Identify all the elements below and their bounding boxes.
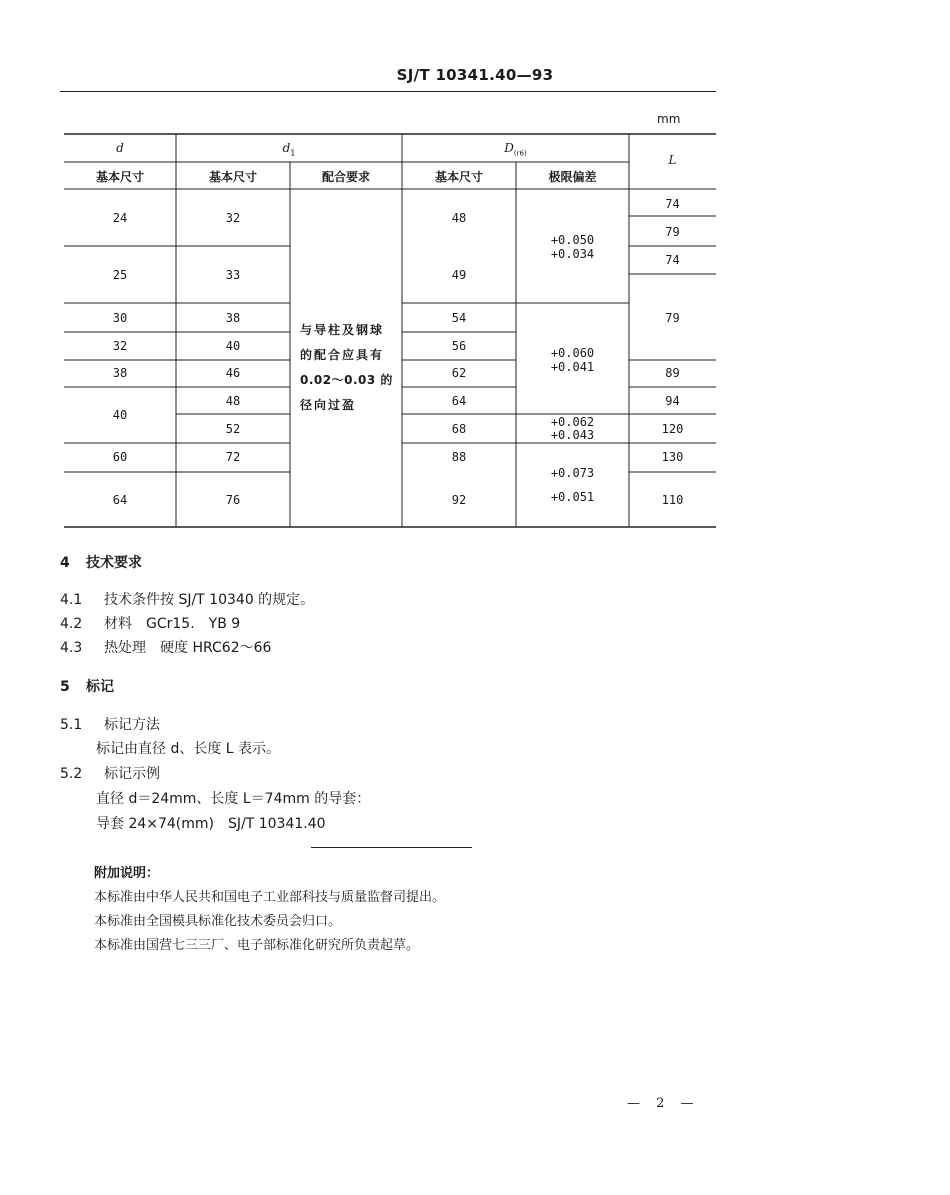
d1-value: 33 bbox=[225, 268, 241, 282]
deviation-lower: +0.043 bbox=[550, 428, 595, 442]
notes-line: 本标准由中华人民共和国电子工业部科技与质量监督司提出。 bbox=[94, 890, 446, 905]
clause-5-2-line1: 直径 d＝24mm、长度 L＝74mm 的导套： bbox=[96, 791, 371, 807]
clause-number: 4.2 bbox=[60, 616, 83, 632]
page-number: — 2 — bbox=[627, 1096, 700, 1111]
col-header-L: L bbox=[668, 153, 677, 167]
d-value: 25 bbox=[112, 268, 128, 282]
section-title: 技术要求 bbox=[86, 555, 142, 571]
section-number: 4 bbox=[60, 555, 70, 571]
notes-line: 本标准由全国模具标准化技术委员会归口。 bbox=[94, 914, 342, 929]
d1-value: 52 bbox=[225, 422, 241, 436]
d-value: 30 bbox=[112, 311, 128, 325]
D-value: 64 bbox=[451, 394, 467, 408]
d1-value: 48 bbox=[225, 394, 241, 408]
subheader-D-deviation: 极限偏差 bbox=[548, 170, 597, 184]
L-value: 79 bbox=[665, 311, 680, 325]
d1-value: 32 bbox=[225, 211, 241, 225]
L-value: 79 bbox=[665, 225, 680, 239]
col-header-D-subscript: (r6) bbox=[513, 149, 527, 158]
fit-note-line: 与导柱及钢球 bbox=[300, 323, 385, 337]
notes-title: 附加说明： bbox=[94, 866, 160, 881]
clause-4-1 bbox=[60, 589, 314, 609]
col-header-d1-subscript: 1 bbox=[290, 148, 296, 158]
d1-value: 72 bbox=[225, 450, 241, 464]
fit-note-line: 0.02～0.03 的 bbox=[300, 373, 393, 387]
clause-4-3 bbox=[60, 637, 271, 657]
L-value: 110 bbox=[661, 493, 684, 507]
subheader-D-basic: 基本尺寸 bbox=[434, 170, 483, 184]
clause-number: 5.2 bbox=[60, 766, 83, 782]
d-value: 64 bbox=[112, 493, 128, 507]
L-value: 130 bbox=[661, 450, 684, 464]
d-value: 32 bbox=[112, 339, 128, 353]
D-value: 68 bbox=[451, 422, 467, 436]
D-value: 92 bbox=[451, 493, 467, 507]
deviation-lower: +0.041 bbox=[550, 360, 595, 374]
D-value: 88 bbox=[451, 450, 467, 464]
d-value: 40 bbox=[112, 408, 128, 422]
col-header-D-symbol: D bbox=[504, 141, 514, 155]
section-5-heading bbox=[60, 676, 114, 696]
clause-text: 材料 GCr15. YB 9 bbox=[104, 616, 241, 632]
L-value: 74 bbox=[665, 253, 680, 267]
clause-number: 5.1 bbox=[60, 717, 83, 733]
deviation-lower: +0.034 bbox=[550, 247, 595, 261]
clause-5-2-line2: 导套 24×74(mm) SJ/T 10341.40 bbox=[96, 816, 326, 832]
section-title: 标记 bbox=[86, 679, 114, 695]
d-value: 60 bbox=[112, 450, 128, 464]
fit-requirement-note bbox=[300, 318, 404, 418]
clause-5-1 bbox=[60, 714, 160, 734]
section-4-heading bbox=[60, 552, 142, 572]
clause-text: 热处理 硬度 HRC62～66 bbox=[104, 640, 272, 656]
section-number: 5 bbox=[60, 679, 70, 695]
clause-text: 技术条件按 SJ/T 10340 的规定。 bbox=[104, 592, 315, 608]
col-header-D bbox=[402, 141, 629, 157]
notes-line: 本标准由国营七三三厂、电子部标准化研究所负责起草。 bbox=[94, 938, 420, 953]
D-value: 48 bbox=[451, 211, 467, 225]
L-value: 74 bbox=[665, 197, 680, 211]
clause-5-1-text: 标记由直径 d、长度 L 表示。 bbox=[96, 741, 281, 757]
D-value: 49 bbox=[451, 268, 467, 282]
D-value: 62 bbox=[451, 366, 467, 380]
subheader-d-basic: 基本尺寸 bbox=[95, 170, 144, 184]
L-value: 94 bbox=[665, 394, 680, 408]
d1-value: 46 bbox=[225, 366, 241, 380]
document-code: SJ/T 10341.40—93 bbox=[396, 66, 554, 84]
deviation-lower: +0.051 bbox=[550, 490, 595, 504]
clause-title: 标记示例 bbox=[104, 766, 160, 782]
fit-note-line: 径向过盈 bbox=[300, 398, 357, 412]
deviation-upper: +0.073 bbox=[550, 466, 595, 480]
clause-5-2 bbox=[60, 763, 160, 783]
d-value: 38 bbox=[112, 366, 128, 380]
clause-title: 标记方法 bbox=[104, 717, 160, 733]
col-header-d: d bbox=[116, 141, 124, 155]
L-value: 120 bbox=[661, 422, 684, 436]
L-value: 89 bbox=[665, 366, 680, 380]
D-value: 56 bbox=[451, 339, 467, 353]
subheader-d1-basic: 基本尺寸 bbox=[208, 170, 257, 184]
clause-number: 4.3 bbox=[60, 640, 83, 656]
clause-4-2 bbox=[60, 613, 240, 633]
clause-number: 4.1 bbox=[60, 592, 83, 608]
col-header-d1-symbol: d bbox=[282, 141, 291, 155]
d1-value: 38 bbox=[225, 311, 241, 325]
d1-value: 40 bbox=[225, 339, 241, 353]
fit-note-line: 的配合应具有 bbox=[300, 348, 385, 362]
col-header-d1 bbox=[176, 141, 402, 157]
deviation-upper: +0.060 bbox=[550, 346, 595, 360]
subheader-fit: 配合要求 bbox=[321, 170, 370, 184]
deviation-upper: +0.062 bbox=[550, 415, 595, 429]
d-value: 24 bbox=[112, 211, 128, 225]
unit-label: mm bbox=[657, 112, 681, 126]
d1-value: 76 bbox=[225, 493, 241, 507]
notes-separator bbox=[311, 847, 472, 848]
deviation-upper: +0.050 bbox=[550, 233, 595, 247]
D-value: 54 bbox=[451, 311, 467, 325]
